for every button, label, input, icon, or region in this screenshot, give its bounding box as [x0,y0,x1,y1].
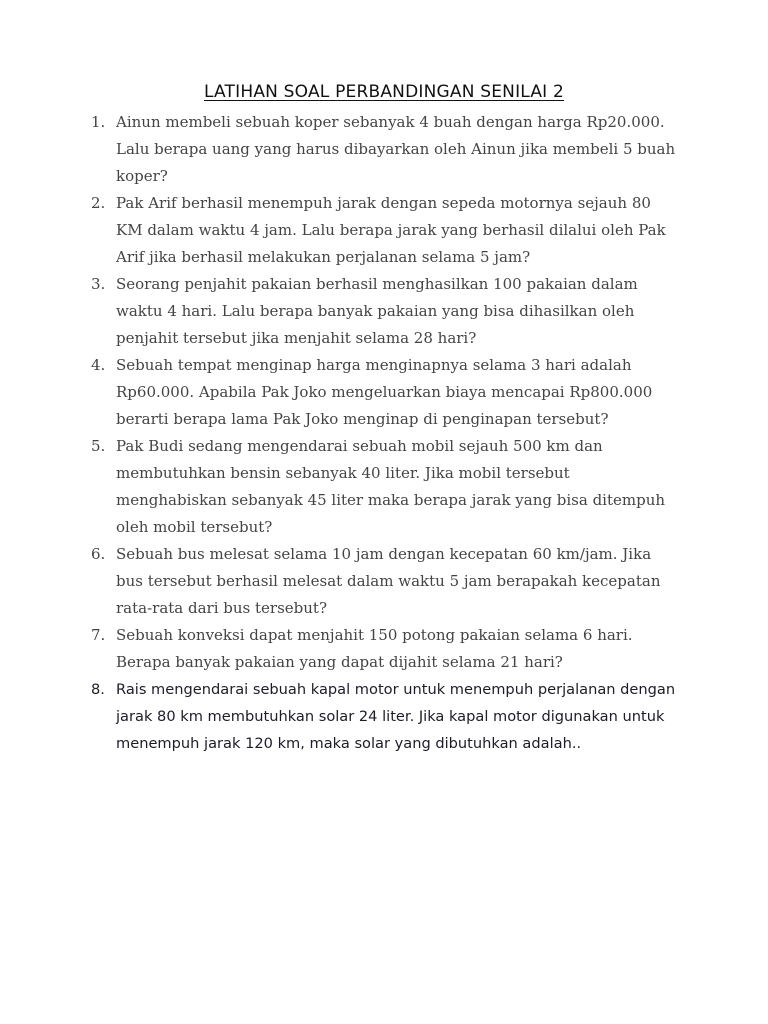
question-item [91,622,681,676]
question-list [91,109,681,757]
page-title: LATIHAN SOAL PERBANDINGAN SENILAI 2 [203,82,565,102]
question-item [91,190,681,271]
question-text: Sebuah tempat menginap harga menginapnya selama 3 hari adalah Rp60.000. Apabila Pak Joko mengeluarkan biaya mencapai Rp800.000 berarti berapa lama Pak Joko menginap di penginapan tersebut? [116,356,653,428]
question-number: 7. [91,626,106,644]
question-text: Sebuah konveksi dapat menjahit 150 potong pakaian selama 6 hari. Berapa banyak pakaian yang dapat dijahit selama 21 hari? [116,626,633,671]
question-number: 5. [91,437,106,455]
question-text: Pak Arif berhasil menempuh jarak dengan sepeda motornya sejauh 80 KM dalam waktu 4 jam. Lalu berapa jarak yang berhasil dilalui oleh Pak Arif jika berhasil melakukan perjalanan selama 5 jam? [116,194,666,266]
question-item [91,352,681,433]
question-number: 8. [91,681,105,698]
question-item [91,541,681,622]
question-number: 4. [91,356,106,374]
question-text: Sebuah bus melesat selama 10 jam dengan kecepatan 60 km/jam. Jika bus tersebut berhasil melesat dalam waktu 5 jam berapakah kecepatan rata-rata dari bus tersebut? [116,545,661,617]
question-text: Rais mengendarai sebuah kapal motor untuk menempuh perjalanan dengan jarak 80 km membutuhkan solar 24 liter. Jika kapal motor digunakan untuk menempuh jarak 120 km, maka solar yang dibutuhkan adalah.. [116,681,676,752]
question-text: Seorang penjahit pakaian berhasil menghasilkan 100 pakaian dalam waktu 4 hari. Lalu berapa banyak pakaian yang bisa dihasilkan oleh penjahit tersebut jika menjahit selama 28 hari? [116,275,638,347]
question-text: Ainun membeli sebuah koper sebanyak 4 buah dengan harga Rp20.000. Lalu berapa uang yang harus dibayarkan oleh Ainun jika membeli 5 buah koper? [116,113,676,185]
question-item [91,109,681,190]
question-item [91,271,681,352]
question-item [91,433,681,541]
question-number: 1. [91,113,106,131]
question-text: Pak Budi sedang mengendarai sebuah mobil sejauh 500 km dan membutuhkan bensin sebanyak 40 liter. Jika mobil tersebut menghabiskan sebanyak 45 liter maka berapa jarak yang bisa ditempuh oleh mobil tersebut? [116,437,666,536]
question-number: 3. [91,275,106,293]
question-number: 6. [91,545,106,563]
question-item [91,676,681,757]
question-number: 2. [91,194,106,212]
